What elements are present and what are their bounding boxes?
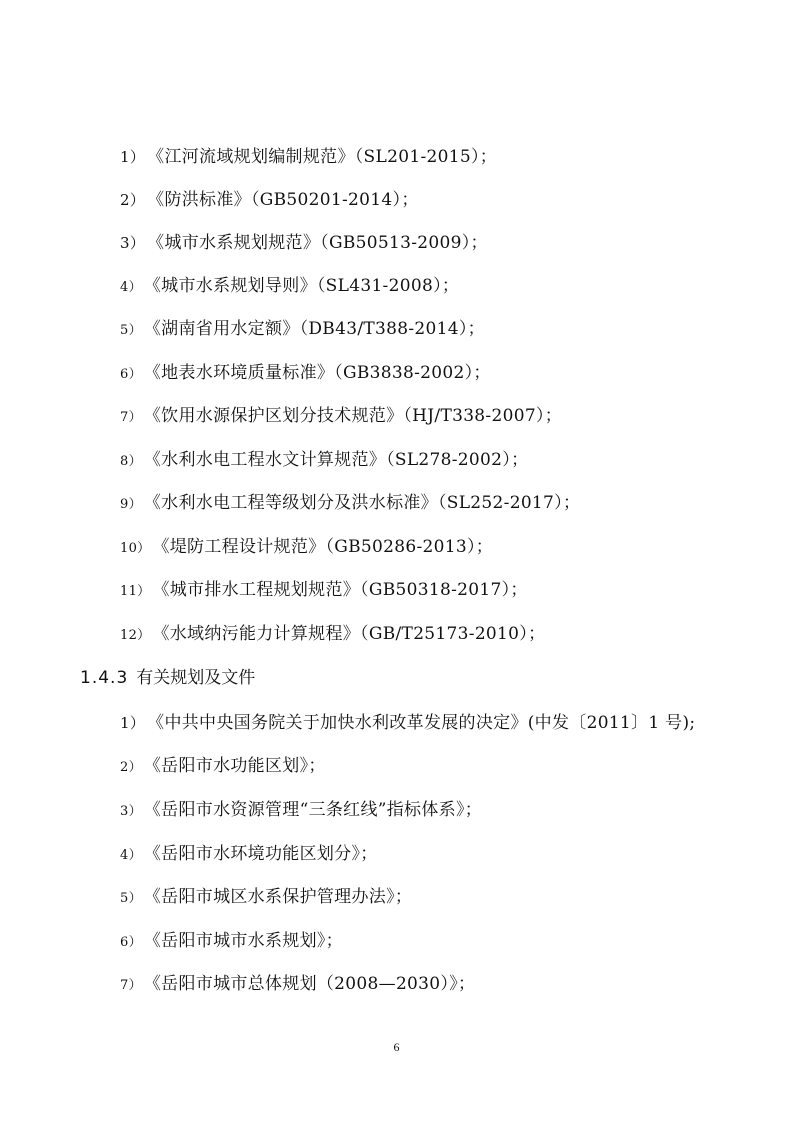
list-item xyxy=(120,755,780,779)
list-item xyxy=(120,536,780,560)
item-number: 5） xyxy=(120,891,142,906)
list-item xyxy=(120,189,780,211)
list-item xyxy=(120,623,780,647)
item-number: 12） xyxy=(120,628,151,643)
item-text: 《湖南省用水定额》（DB43/T388-2014）； xyxy=(143,319,485,339)
item-number: 1） xyxy=(120,148,146,166)
item-number: 11） xyxy=(120,584,151,599)
item-text: 《中共中央国务院关于加快水利改革发展的决定》(中发〔2011〕1 号); xyxy=(147,713,696,733)
item-text: 《岳阳市水功能区划》； xyxy=(143,756,326,776)
list-item xyxy=(120,449,780,473)
page-number: 6 xyxy=(393,1040,400,1054)
item-text: 《水域纳污能力计算规程》（GB/T25173-2010）； xyxy=(152,624,546,644)
section-title: 有关规划及文件 xyxy=(136,668,256,688)
item-number: 10） xyxy=(120,541,151,556)
item-number: 7） xyxy=(120,978,142,993)
item-number: 8） xyxy=(120,454,142,469)
item-number: 4） xyxy=(120,280,142,295)
item-text: 《岳阳市水资源管理“三条红线”指标体系》； xyxy=(143,800,483,820)
list-item xyxy=(120,362,780,386)
item-number: 3） xyxy=(120,804,142,819)
item-number: 2） xyxy=(120,191,146,209)
item-text: 《岳阳市水环境功能区划分》； xyxy=(143,844,378,864)
item-text: 《堤防工程设计规范》（GB50286-2013）； xyxy=(152,537,494,557)
item-text: 《江河流域规划编制规范》（SL201-2015）； xyxy=(147,147,498,167)
section-heading xyxy=(80,667,255,689)
item-text: 《岳阳市城市总体规划（2008—2030）》； xyxy=(143,974,476,994)
list-item xyxy=(120,886,780,910)
item-number: 6） xyxy=(120,367,142,382)
item-text: 《岳阳市城区水系保护管理办法》； xyxy=(143,887,413,907)
item-number: 5） xyxy=(120,323,142,338)
list-item xyxy=(120,712,780,734)
item-text: 《城市水系规划导则》（SL431-2008）； xyxy=(143,276,460,296)
item-number: 3） xyxy=(120,234,146,252)
list-item xyxy=(120,275,780,299)
item-text: 《地表水环境质量标准》（GB3838-2002）； xyxy=(143,363,491,383)
item-text: 《水利水电工程等级划分及洪水标准》（SL252-2017）； xyxy=(143,493,581,513)
item-number: 6） xyxy=(120,935,142,950)
item-text: 《城市水系规划规范》（GB50513-2009）； xyxy=(147,233,488,253)
list-item xyxy=(120,843,780,867)
item-number: 9） xyxy=(120,497,142,512)
item-text: 《防洪标准》（GB50201-2014）； xyxy=(147,190,419,210)
list-item xyxy=(120,405,780,429)
list-item xyxy=(120,973,780,997)
item-number: 2） xyxy=(120,760,142,775)
list-item xyxy=(120,799,780,823)
list-item xyxy=(120,492,780,516)
item-text: 《饮用水源保护区划分技术规范》（HJ/T338-2007）； xyxy=(143,406,563,426)
list-item xyxy=(120,232,780,254)
item-text: 《城市排水工程规划规范》（GB50318-2017）； xyxy=(152,580,528,600)
list-item xyxy=(120,930,780,954)
item-number: 1） xyxy=(120,714,146,732)
item-text: 《水利水电工程水文计算规范》（SL278-2002）； xyxy=(143,450,529,470)
list-item xyxy=(120,579,780,603)
item-text: 《岳阳市城市水系规划》； xyxy=(143,931,343,951)
item-number: 4） xyxy=(120,848,142,863)
item-number: 7） xyxy=(120,410,142,425)
list-item xyxy=(120,146,780,168)
section-number: 1.4.3 xyxy=(80,668,129,688)
list-item xyxy=(120,318,780,342)
